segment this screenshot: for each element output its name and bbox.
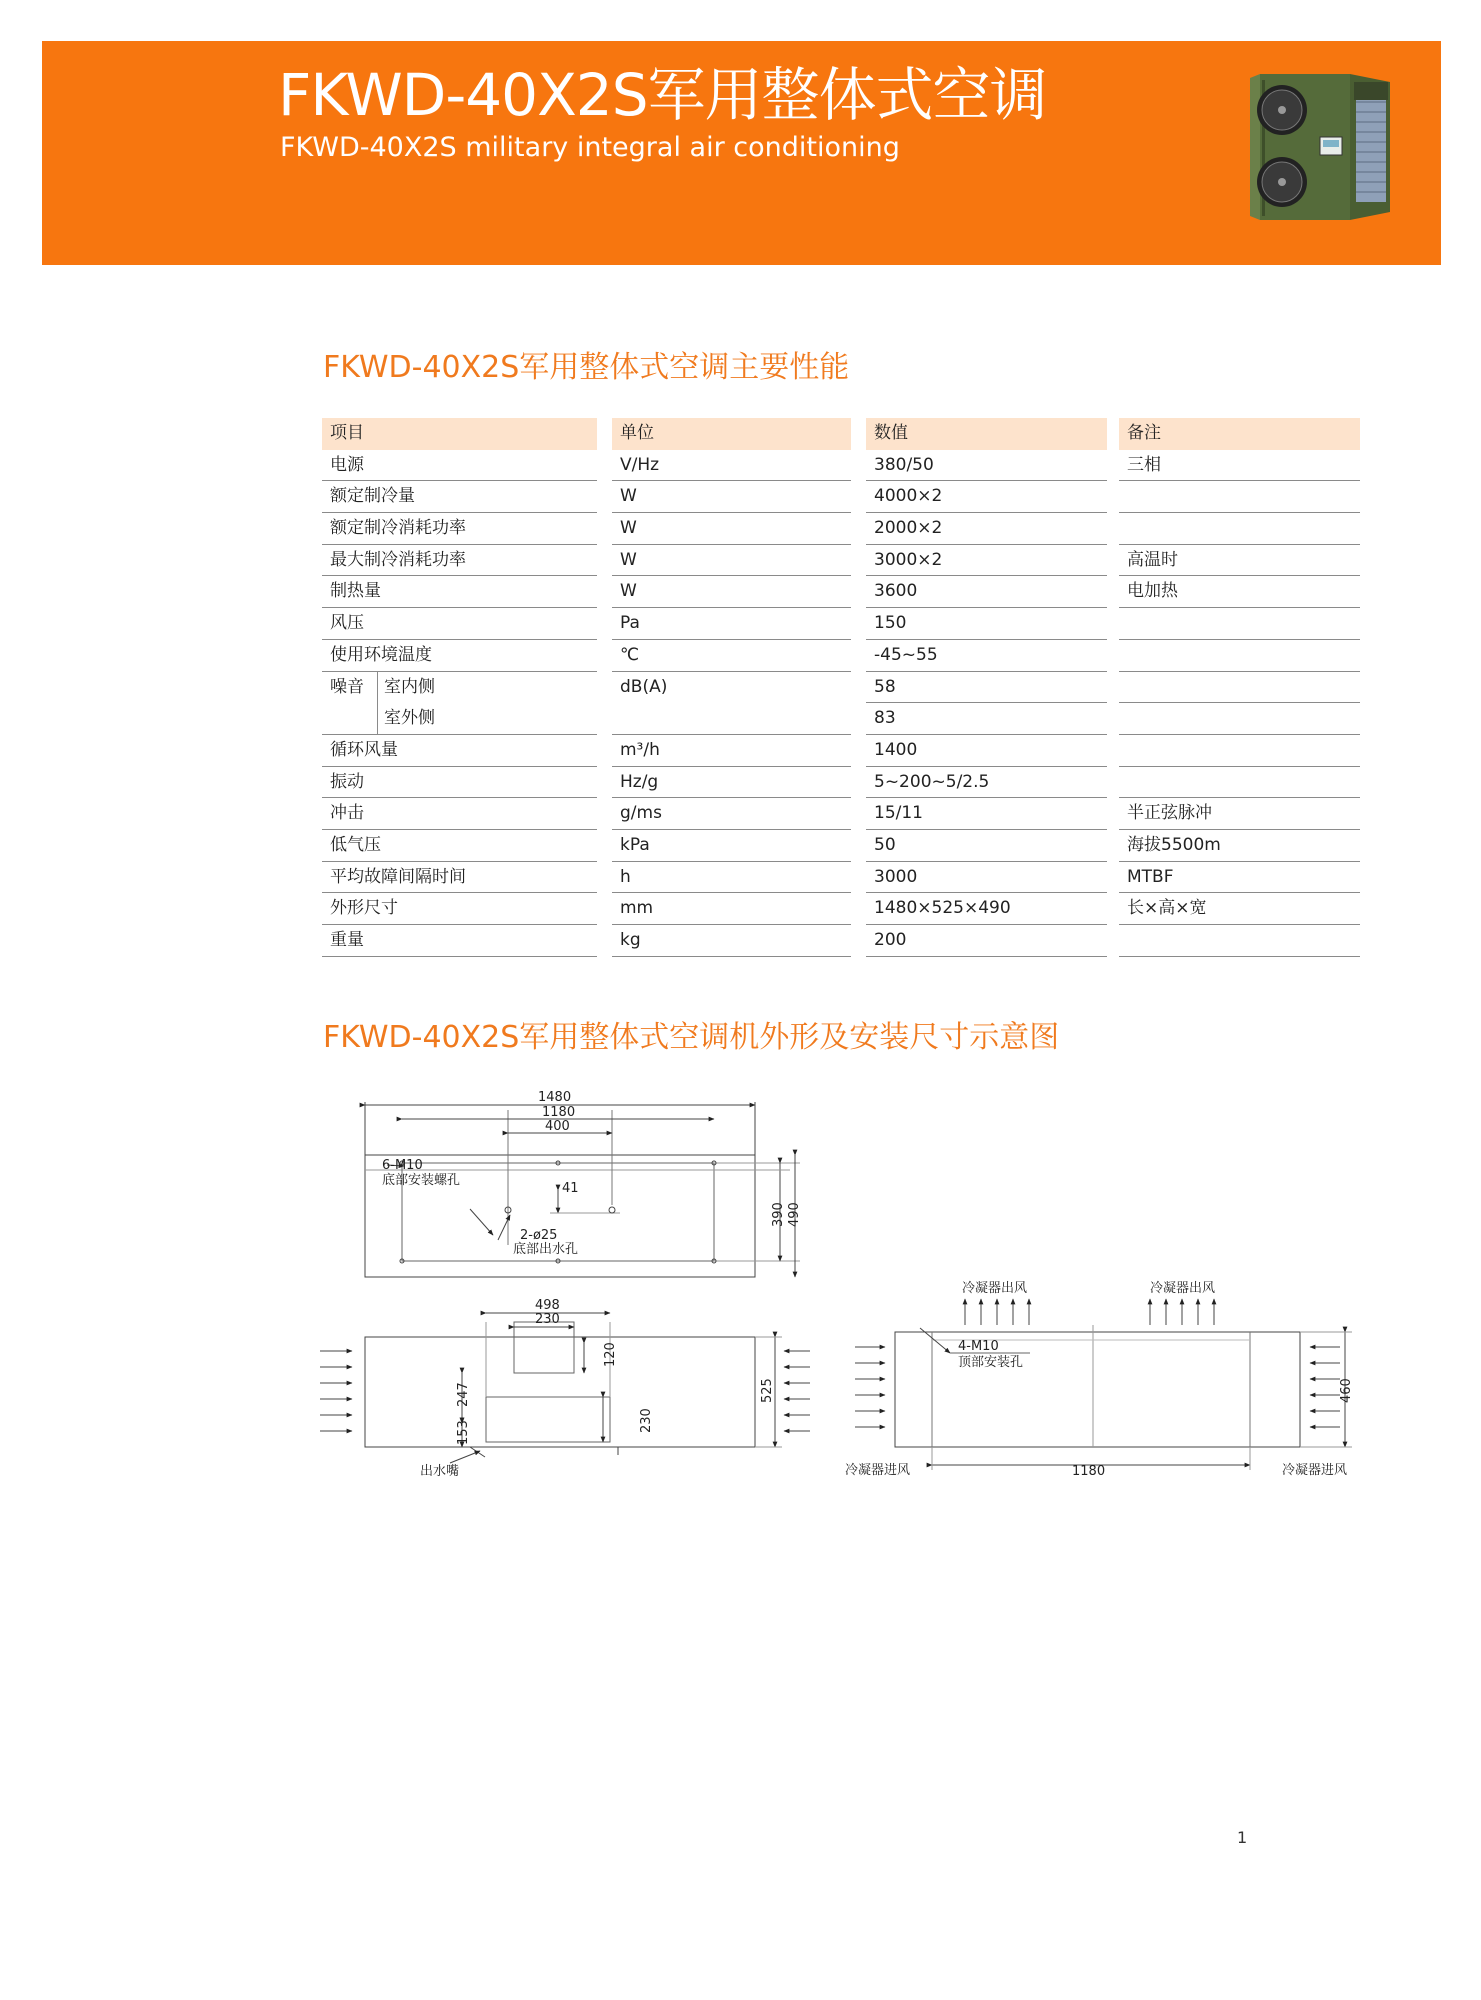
table-cell: 制热量	[322, 576, 597, 608]
table-cell: 海拔5500m	[1119, 830, 1360, 862]
table-cell: 风压	[322, 608, 597, 640]
table-row	[322, 767, 1360, 799]
drawing-section-title: FKWD-40X2S军用整体式空调机外形及安装尺寸示意图	[323, 1020, 1060, 1055]
table-cell	[1119, 640, 1360, 672]
table-cell: 额定制冷量	[322, 481, 597, 513]
table-row-noise-indoor	[322, 672, 1360, 704]
table-cell: -45~55	[866, 640, 1107, 672]
drain-nozzle-label: 出水嘴	[420, 1464, 460, 1479]
table-cell: V/Hz	[612, 450, 851, 482]
table-cell: 83	[866, 703, 1107, 735]
table-row	[322, 545, 1360, 577]
table-row	[322, 798, 1360, 830]
top-holes-label: 4-M10	[958, 1339, 999, 1354]
table-cell	[1119, 513, 1360, 545]
product-title: FKWD-40X2S军用整体式空调	[278, 61, 1047, 129]
drain-holes-desc: 底部出水孔	[513, 1242, 579, 1257]
column-header: 项目	[322, 418, 597, 450]
table-cell: kg	[612, 925, 851, 957]
column-header: 数值	[866, 418, 1107, 450]
table-cell: g/ms	[612, 798, 851, 830]
table-cell: 15/11	[866, 798, 1107, 830]
installation-dimension-drawing	[320, 1085, 1366, 1505]
table-row	[322, 481, 1360, 513]
condenser-inlet-label: 冷凝器进风	[845, 1463, 911, 1478]
dim-label: 460	[1339, 1378, 1354, 1403]
page-number: 1	[1237, 1828, 1248, 1847]
table-cell: 重量	[322, 925, 597, 957]
dim-label: 1180	[542, 1105, 576, 1120]
table-cell	[1119, 608, 1360, 640]
table-cell: W	[612, 576, 851, 608]
table-row-noise-outdoor	[322, 703, 1360, 735]
table-row	[322, 576, 1360, 608]
table-cell: W	[612, 481, 851, 513]
table-cell: 3600	[866, 576, 1107, 608]
side-outlet-arrows-right	[1150, 1299, 1214, 1325]
side-inlet-arrows-right	[1310, 1347, 1340, 1427]
table-cell: Hz/g	[612, 767, 851, 799]
table-cell: 1400	[866, 735, 1107, 767]
table-cell: 使用环境温度	[322, 640, 597, 672]
table-cell: 电源	[322, 450, 597, 482]
table-cell: 58	[866, 672, 1107, 704]
table-cell: 4000×2	[866, 481, 1107, 513]
table-cell: Pa	[612, 608, 851, 640]
front-view-outline	[365, 1337, 755, 1447]
table-cell: dB(A)	[620, 676, 668, 697]
air-conditioner-photo	[1220, 72, 1420, 222]
mount-holes-label: 6-M10	[382, 1158, 423, 1173]
table-row	[322, 450, 1360, 482]
table-cell: 3000×2	[866, 545, 1107, 577]
column-header: 单位	[612, 418, 851, 450]
table-cell	[322, 703, 597, 735]
table-cell: ℃	[612, 640, 851, 672]
table-cell: 200	[866, 925, 1107, 957]
table-cell	[1119, 925, 1360, 957]
table-cell: kPa	[612, 830, 851, 862]
side-outlet-arrows-left	[965, 1299, 1029, 1325]
dim-label: 1480	[538, 1090, 572, 1105]
table-cell	[1119, 481, 1360, 513]
dim-label: 120	[603, 1342, 618, 1367]
noise-group-label: 噪音	[330, 676, 364, 697]
table-row	[322, 830, 1360, 862]
table-cell: 平均故障间隔时间	[322, 862, 597, 894]
table-cell	[1119, 703, 1360, 735]
table-row	[322, 862, 1360, 894]
table-cell: 外形尺寸	[322, 893, 597, 925]
table-cell: 50	[866, 830, 1107, 862]
table-cell: 额定制冷消耗功率	[322, 513, 597, 545]
table-row	[322, 640, 1360, 672]
side-view-outline	[895, 1332, 1300, 1447]
table-cell: 循环风量	[322, 735, 597, 767]
table-cell: 最大制冷消耗功率	[322, 545, 597, 577]
table-cell: 室内侧	[377, 672, 597, 704]
side-inlet-arrows-left	[855, 1347, 885, 1427]
dim-label: 41	[562, 1181, 579, 1196]
table-cell	[1119, 672, 1360, 704]
table-cell: W	[612, 513, 851, 545]
table-cell: 5~200~5/2.5	[866, 767, 1107, 799]
table-cell: 室外侧	[377, 703, 435, 734]
table-cell: 低气压	[322, 830, 597, 862]
table-cell: 振动	[322, 767, 597, 799]
table-cell: 2000×2	[866, 513, 1107, 545]
table-cell: 半正弦脉冲	[1119, 798, 1360, 830]
table-cell	[322, 672, 597, 704]
table-cell: 长×高×宽	[1119, 893, 1360, 925]
table-cell: m³/h	[612, 735, 851, 767]
table-cell: 高温时	[1119, 545, 1360, 577]
table-cell: 三相	[1119, 450, 1360, 482]
table-cell: 冲击	[322, 798, 597, 830]
table-row	[322, 735, 1360, 767]
table-cell	[1119, 735, 1360, 767]
table-cell	[1119, 767, 1360, 799]
table-cell: 380/50	[866, 450, 1107, 482]
table-cell: 150	[866, 608, 1107, 640]
dim-label: 153	[456, 1420, 471, 1445]
table-cell: W	[612, 545, 851, 577]
table-cell: 1480×525×490	[866, 893, 1107, 925]
condenser-outlet-label: 冷凝器出风	[962, 1281, 1028, 1296]
dim-label: 1180	[1072, 1464, 1106, 1479]
dim-label: 230	[639, 1408, 654, 1433]
table-row	[322, 608, 1360, 640]
product-subtitle: FKWD-40X2S military integral air conditioning	[280, 132, 900, 163]
table-row	[322, 893, 1360, 925]
front-inlet-arrows-left	[320, 1351, 352, 1431]
front-inlet-arrows-right	[784, 1351, 810, 1431]
table-cell: 3000	[866, 862, 1107, 894]
table-cell: h	[612, 862, 851, 894]
table-row	[322, 513, 1360, 545]
table-row	[322, 925, 1360, 957]
spec-table	[322, 418, 1360, 957]
condenser-inlet-label: 冷凝器进风	[1282, 1463, 1348, 1478]
condenser-outlet-label: 冷凝器出风	[1150, 1281, 1216, 1296]
column-header: 备注	[1119, 418, 1360, 450]
mount-holes-desc: 底部安装螺孔	[382, 1173, 461, 1188]
table-cell: mm	[612, 893, 851, 925]
dim-label: 400	[545, 1119, 570, 1134]
table-cell	[612, 703, 851, 735]
table-cell: 电加热	[1119, 576, 1360, 608]
dim-label: 490	[787, 1202, 802, 1227]
dim-label: 525	[760, 1378, 775, 1403]
table-cell: MTBF	[1119, 862, 1360, 894]
performance-section-title: FKWD-40X2S军用整体式空调主要性能	[323, 350, 850, 385]
dim-label: 390	[771, 1202, 786, 1227]
dim-label: 498	[535, 1298, 560, 1313]
top-holes-desc: 顶部安装孔	[958, 1355, 1024, 1370]
dim-label: 230	[535, 1312, 560, 1327]
dim-label: 247	[456, 1382, 471, 1407]
table-header-row	[322, 418, 1360, 450]
drain-holes-label: 2-ø25	[520, 1228, 558, 1243]
